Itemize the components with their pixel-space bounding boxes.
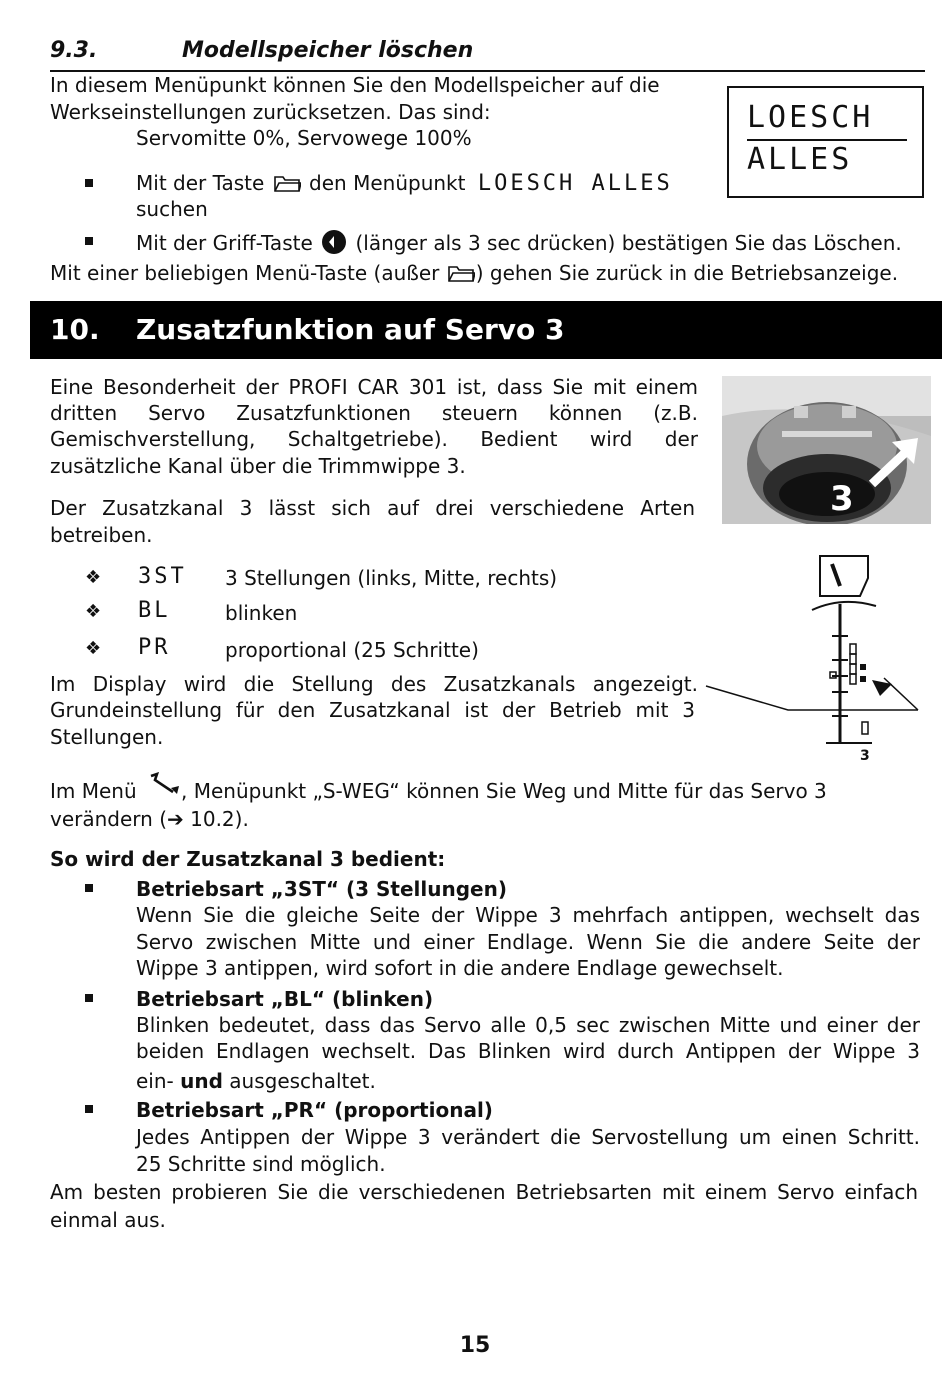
paragraph-line: betreiben. [50, 523, 153, 547]
paragraph-line [50, 772, 916, 804]
paragraph-line: In diesem Menüpunkt können Sie den Modellspeicher auf die [50, 73, 660, 97]
item-text: ausgeschaltet. [229, 1069, 376, 1093]
bullet-line [136, 229, 902, 256]
paragraph-line: dritten Servo Zusatzfunktionen steuern können (z.B. [50, 401, 698, 425]
diamond-bullet-icon: ❖ [85, 567, 102, 588]
item-line [136, 1068, 376, 1094]
bullet-line: suchen [136, 197, 208, 221]
item-title: Betriebsart „PR“ (proportional) [136, 1098, 493, 1122]
paragraph-line: verändern (➔ 10.2). [50, 807, 249, 831]
bullet-text: Mit der Griff-Taste [136, 231, 313, 255]
trim-rocker-photo [722, 376, 931, 524]
paragraph-line: Grundeinstellung für den Zusatzkanal ist der Betrieb mit 3 [50, 698, 695, 722]
item-text: ein- [136, 1069, 174, 1093]
bullet-icon [85, 884, 93, 892]
item-line: beiden Endlagen wechselt. Das Blinken wird durch Antippen der Wippe 3 [136, 1039, 920, 1063]
bullet-icon [85, 994, 93, 1002]
bullet-icon [85, 237, 93, 245]
folder-icon [447, 263, 475, 283]
paragraph-line: Eine Besonderheit der PROFI CAR 301 ist, dass Sie mit einem [50, 375, 698, 399]
mode-description: blinken [225, 601, 298, 625]
bullet-text: Mit der Taste [136, 171, 265, 195]
section-number: 10. [50, 313, 100, 346]
display-diagram [700, 548, 922, 764]
paragraph-line: Der Zusatzkanal 3 lässt sich auf drei verschiedene Arten [50, 496, 695, 520]
paragraph-line: zusätzliche Kanal über die Trimmwippe 3. [50, 454, 466, 478]
paragraph-text: ) gehen Sie zurück in die Betriebsanzeige. [475, 261, 899, 285]
item-line: Wippe 3 antippen, wird sofort in die andere Endlage gewechselt. [136, 956, 784, 980]
paragraph-line: Im Display wird die Stellung des Zusatzkanals angezeigt. [50, 672, 698, 696]
bullet-icon [85, 1105, 93, 1113]
paragraph-line: Stellungen. [50, 725, 164, 749]
item-line: 25 Schritte sind möglich. [136, 1152, 386, 1176]
grip-button-icon [321, 229, 347, 255]
paragraph-line: einmal aus. [50, 1208, 166, 1232]
item-text-bold: und [180, 1069, 223, 1093]
bullet-text: den Menüpunkt [309, 171, 466, 195]
section-10-header [30, 301, 942, 359]
page-number: 15 [459, 1333, 491, 1358]
section-number: 9.3. [50, 38, 98, 63]
diamond-bullet-icon: ❖ [85, 601, 102, 622]
section-title: Zusatzfunktion auf Servo 3 [136, 313, 565, 346]
paragraph-text: , Menüpunkt „S-WEG“ können Sie Weg und Mitte für das Servo 3 [181, 779, 827, 803]
mode-code: PR [138, 635, 171, 660]
mode-description: proportional (25 Schritte) [225, 638, 479, 662]
item-line: Blinken bedeutet, dass das Servo alle 0,5 sec zwischen Mitte und einer der [136, 1013, 920, 1037]
section-title: Modellspeicher löschen [182, 38, 474, 63]
paragraph-text: Im Menü [50, 779, 137, 803]
lcd-divider [747, 139, 907, 141]
photo-label: 3 [830, 479, 854, 519]
howto-heading: So wird der Zusatzkanal 3 bedient: [50, 847, 446, 871]
bullet-icon [85, 179, 93, 187]
section-9-3-header [50, 34, 925, 72]
lcd-display-box [727, 86, 924, 198]
bullet-text: (länger als 3 sec drücken) bestätigen Sie das Löschen. [355, 231, 902, 255]
paragraph-line: Gemischverstellung, Schaltgetriebe). Bedient wird der [50, 427, 698, 451]
lcd-inline-text: LOESCH ALLES [477, 171, 673, 196]
item-line: Wenn Sie die gleiche Seite der Wippe 3 mehrfach antippen, wechselt das [136, 903, 920, 927]
mode-code: BL [138, 598, 171, 623]
diagram-label: 3 [860, 748, 870, 764]
item-title: Betriebsart „3ST“ (3 Stellungen) [136, 877, 507, 901]
paragraph-line: Werkseinstellungen zurücksetzen. Das sind: [50, 100, 491, 124]
item-title: Betriebsart „BL“ (blinken) [136, 987, 434, 1011]
paragraph-text: Mit einer beliebigen Menü-Taste (außer [50, 261, 440, 285]
mode-description: 3 Stellungen (links, Mitte, rechts) [225, 566, 558, 590]
paragraph-line: Servomitte 0%, Servowege 100% [136, 126, 472, 150]
paragraph-line: Am besten probieren Sie die verschiedenen Betriebsarten mit einem Servo einfach [50, 1180, 918, 1204]
lcd-line-2: ALLES [747, 142, 853, 177]
item-line: Servo zwischen Mitte und einer Endlage. Wenn Sie die andere Seite der [136, 930, 920, 954]
bullet-line [136, 170, 673, 197]
wrench-icon [147, 772, 181, 796]
item-line: Jedes Antippen der Wippe 3 verändert die Servostellung um einen Schritt. [136, 1125, 920, 1149]
paragraph-line [50, 260, 898, 286]
diamond-bullet-icon: ❖ [85, 638, 102, 659]
lcd-line-1: LOESCH [747, 100, 874, 135]
folder-icon [273, 173, 301, 193]
mode-code: 3ST [138, 564, 187, 589]
